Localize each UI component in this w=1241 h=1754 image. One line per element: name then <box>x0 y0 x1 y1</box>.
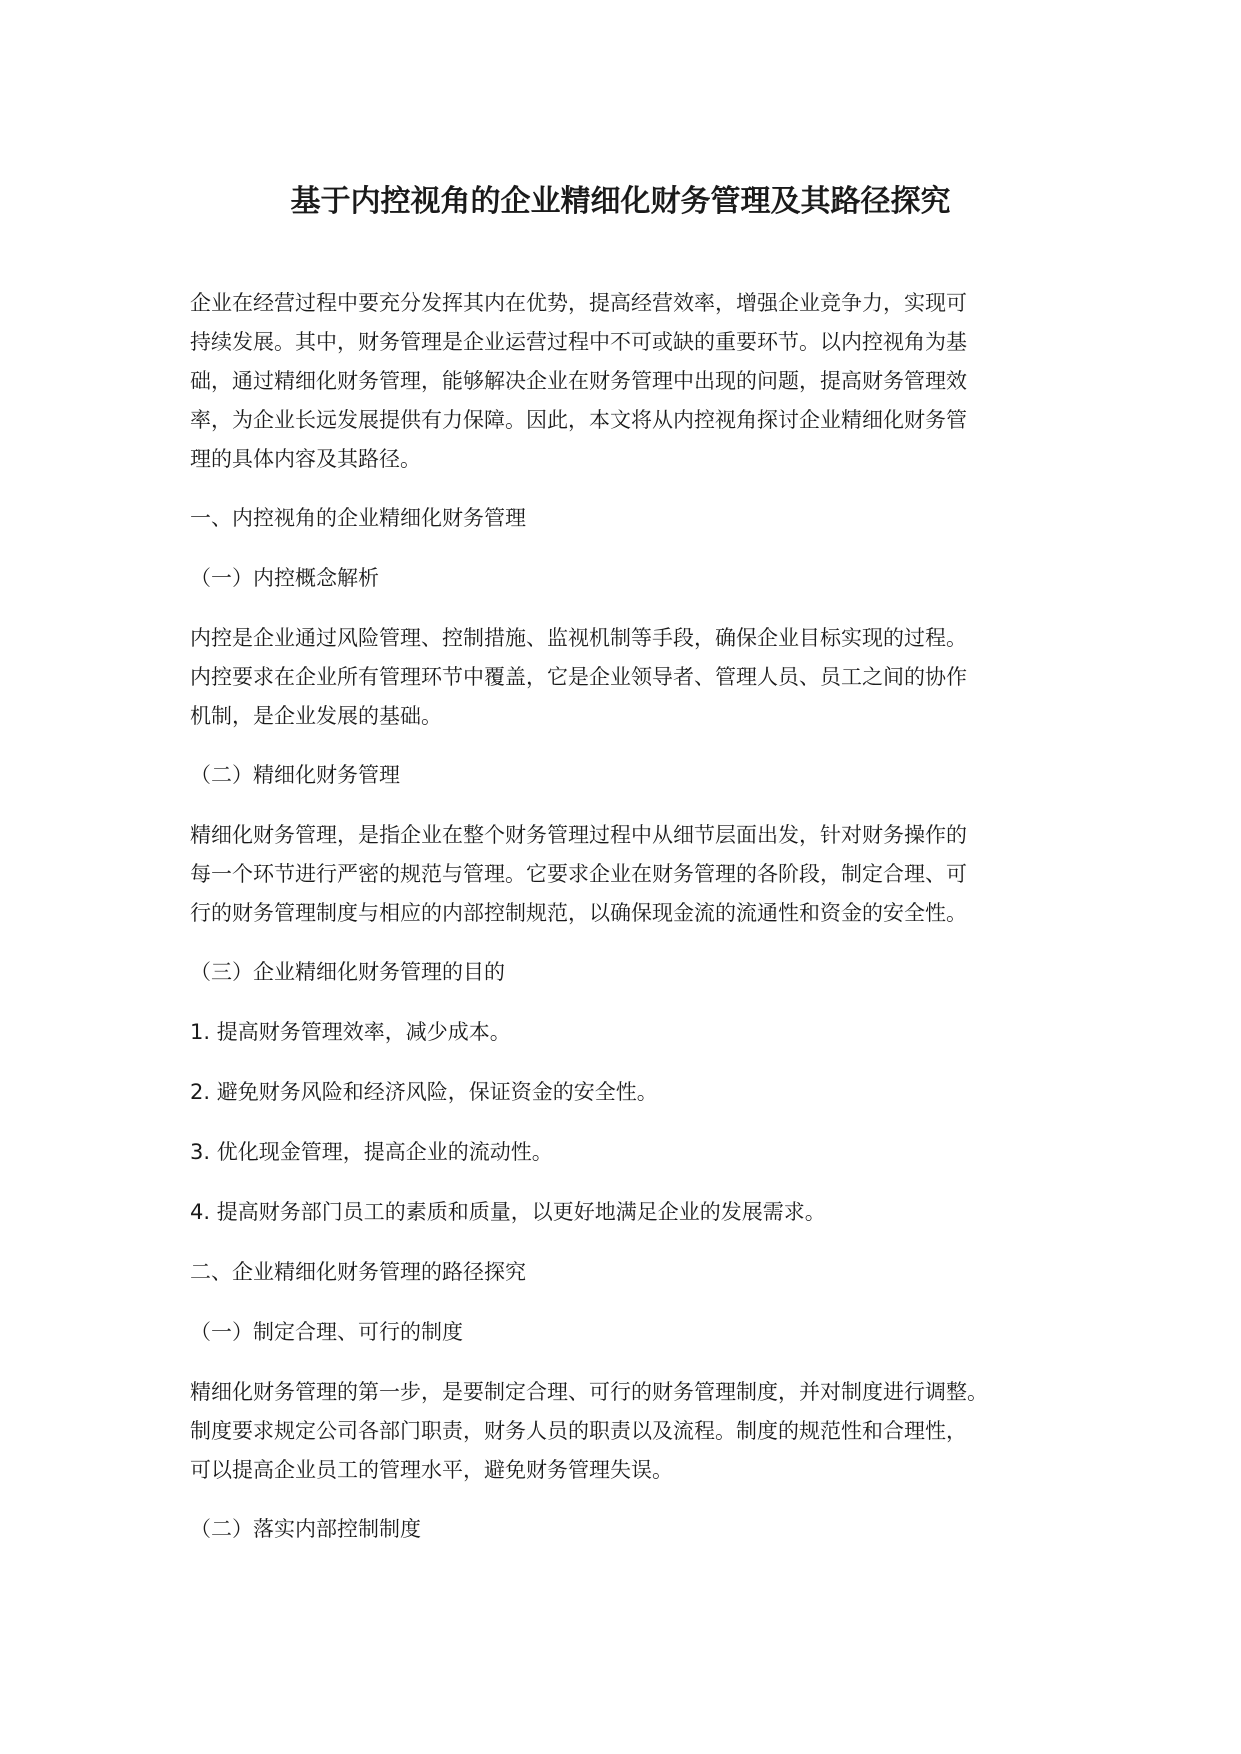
list-item: 2. 避免财务风险和经济风险，保证资金的安全性。 <box>190 1080 658 1104</box>
intro-line: 持续发展。其中，财务管理是企业运营过程中不可或缺的重要环节。以内控视角为基 <box>190 330 967 354</box>
section-1-sub-2-paragraph <box>190 816 1090 933</box>
section-1-sub-3-heading: （三）企业精细化财务管理的目的 <box>190 960 505 984</box>
document-title: 基于内控视角的企业精细化财务管理及其路径探究 <box>290 184 951 219</box>
section-1-sub-1-heading: （一）内控概念解析 <box>190 566 379 590</box>
section-1-sub-2-heading: （二）精细化财务管理 <box>190 763 400 787</box>
intro-line: 率，为企业长远发展提供有力保障。因此，本文将从内控视角探讨企业精细化财务管 <box>190 408 967 432</box>
paragraph-line: 内控要求在企业所有管理环节中覆盖，它是企业领导者、管理人员、员工之间的协作 <box>190 665 967 689</box>
intro-line: 理的具体内容及其路径。 <box>190 447 421 471</box>
section-1-heading: 一、内控视角的企业精细化财务管理 <box>190 506 526 530</box>
list-item: 4. 提高财务部门员工的素质和质量，以更好地满足企业的发展需求。 <box>190 1200 826 1224</box>
paragraph-line: 精细化财务管理的第一步，是要制定合理、可行的财务管理制度，并对制度进行调整。 <box>190 1380 988 1404</box>
list-item: 3. 优化现金管理，提高企业的流动性。 <box>190 1140 553 1164</box>
paragraph-line: 内控是企业通过风险管理、控制措施、监视机制等手段，确保企业目标实现的过程。 <box>190 626 967 650</box>
paragraph-line: 可以提高企业员工的管理水平，避免财务管理失误。 <box>190 1458 673 1482</box>
intro-line: 础，通过精细化财务管理，能够解决企业在财务管理中出现的问题，提高财务管理效 <box>190 369 967 393</box>
intro-paragraph <box>190 284 1090 479</box>
paragraph-line: 制度要求规定公司各部门职责，财务人员的职责以及流程。制度的规范性和合理性， <box>190 1419 967 1443</box>
section-2-sub-2-heading: （二）落实内部控制制度 <box>190 1517 421 1541</box>
intro-line: 企业在经营过程中要充分发挥其内在优势，提高经营效率，增强企业竞争力，实现可 <box>190 291 967 315</box>
section-1-sub-1-paragraph <box>190 619 1090 736</box>
document-body <box>190 284 1090 1570</box>
paragraph-line: 精细化财务管理，是指企业在整个财务管理过程中从细节层面出发，针对财务操作的 <box>190 823 967 847</box>
list-item: 1. 提高财务管理效率，减少成本。 <box>190 1020 511 1044</box>
section-2-heading: 二、企业精细化财务管理的路径探究 <box>190 1260 526 1284</box>
paragraph-line: 行的财务管理制度与相应的内部控制规范，以确保现金流的流通性和资金的安全性。 <box>190 901 967 925</box>
paragraph-line: 每一个环节进行严密的规范与管理。它要求企业在财务管理的各阶段，制定合理、可 <box>190 862 967 886</box>
section-2-sub-1-heading: （一）制定合理、可行的制度 <box>190 1320 463 1344</box>
paragraph-line: 机制，是企业发展的基础。 <box>190 704 442 728</box>
section-2-sub-1-paragraph <box>190 1373 1090 1490</box>
